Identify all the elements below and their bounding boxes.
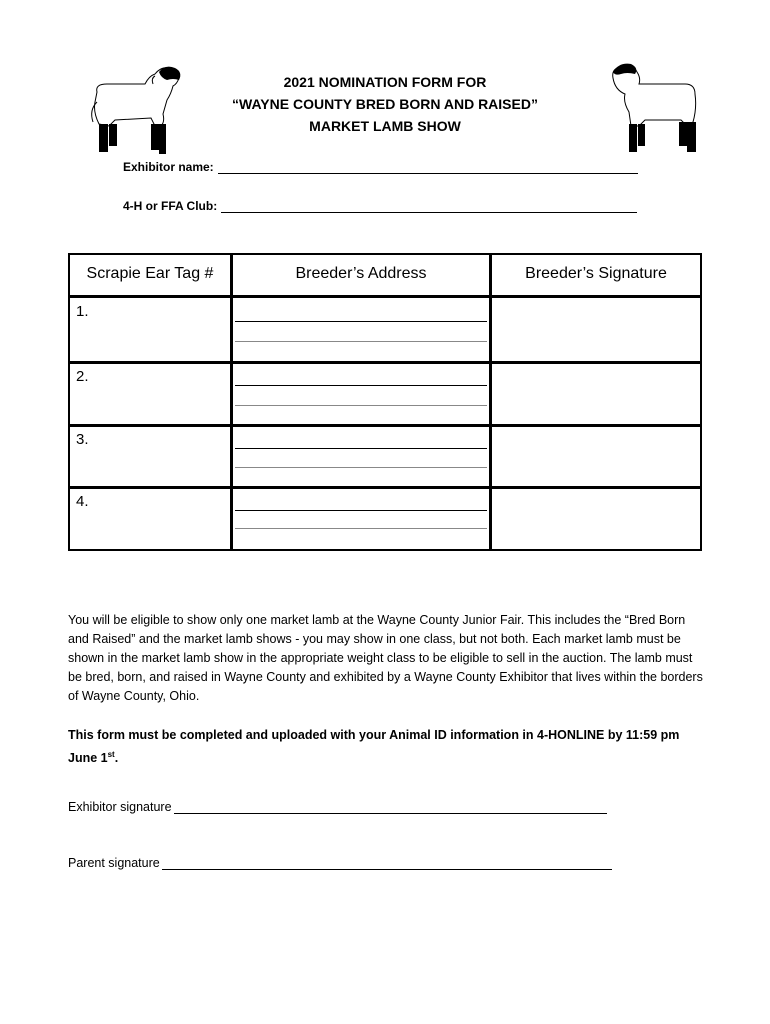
address-line[interactable] (235, 467, 487, 468)
title-line-3: MARKET LAMB SHOW (309, 118, 461, 134)
table-row-number-2: 2. (76, 368, 89, 385)
column-header-breeder-address: Breeder’s Address (295, 265, 427, 282)
parent-signature-label: Parent signature (68, 856, 160, 870)
eligibility-text: You will be eligible to show only one market lamb at the Wayne County Junior Fair. This includes the “Bred Born and Raised” and the market lamb shows - you may show in one class, but not both. Each market lamb must be shown in the market lamb show in the appropriate weight class to be eligible to sell in the auction. The lamb must be bred, born, and raised in Wayne County and exhibited by a Wayne County Exhibitor that lives within the borders of Wayne County, Ohio. (68, 613, 703, 703)
exhibitor-signature-field[interactable] (174, 801, 607, 814)
table-row-divider (70, 361, 700, 364)
title-line-1: 2021 NOMINATION FORM FOR (283, 74, 487, 90)
exhibitor-name-row (123, 160, 638, 174)
deadline-notice-ordinal: st (107, 750, 115, 759)
table-row-number-3: 3. (76, 431, 89, 448)
table-row-number-4: 4. (76, 493, 89, 510)
form-title (150, 71, 620, 137)
nomination-table (68, 253, 702, 551)
club-field[interactable] (221, 200, 637, 213)
parent-signature-field[interactable] (162, 857, 612, 870)
exhibitor-signature-row (68, 800, 607, 814)
deadline-notice-period: . (114, 751, 119, 766)
exhibitor-name-field[interactable] (218, 161, 638, 174)
eligibility-paragraph (68, 611, 708, 706)
deadline-notice-text: This form must be completed and uploaded with your Animal ID information in 4-HONLINE by 11:59 pm June 1 (68, 728, 680, 766)
address-line[interactable] (235, 448, 487, 449)
club-row (123, 199, 637, 213)
table-header-divider (70, 295, 700, 298)
exhibitor-name-label: Exhibitor name: (123, 160, 214, 174)
table-row-divider (70, 486, 700, 489)
address-line[interactable] (235, 405, 487, 406)
title-line-2: “WAYNE COUNTY BRED BORN AND RAISED” (232, 96, 538, 112)
column-header-ear-tag: Scrapie Ear Tag # (86, 265, 214, 282)
table-column-divider (230, 255, 233, 549)
address-line[interactable] (235, 341, 487, 342)
address-line[interactable] (235, 528, 487, 529)
parent-signature-row (68, 856, 612, 870)
exhibitor-signature-label: Exhibitor signature (68, 800, 172, 814)
lamb-illustration-right (605, 60, 705, 158)
address-line[interactable] (235, 321, 487, 322)
table-column-divider (489, 255, 492, 549)
club-label: 4-H or FFA Club: (123, 199, 218, 213)
address-line[interactable] (235, 385, 487, 386)
column-header-breeder-signature: Breeder’s Signature (525, 265, 667, 282)
table-row-divider (70, 424, 700, 427)
address-line[interactable] (235, 510, 487, 511)
deadline-notice (68, 726, 708, 768)
table-row-number-1: 1. (76, 303, 89, 320)
